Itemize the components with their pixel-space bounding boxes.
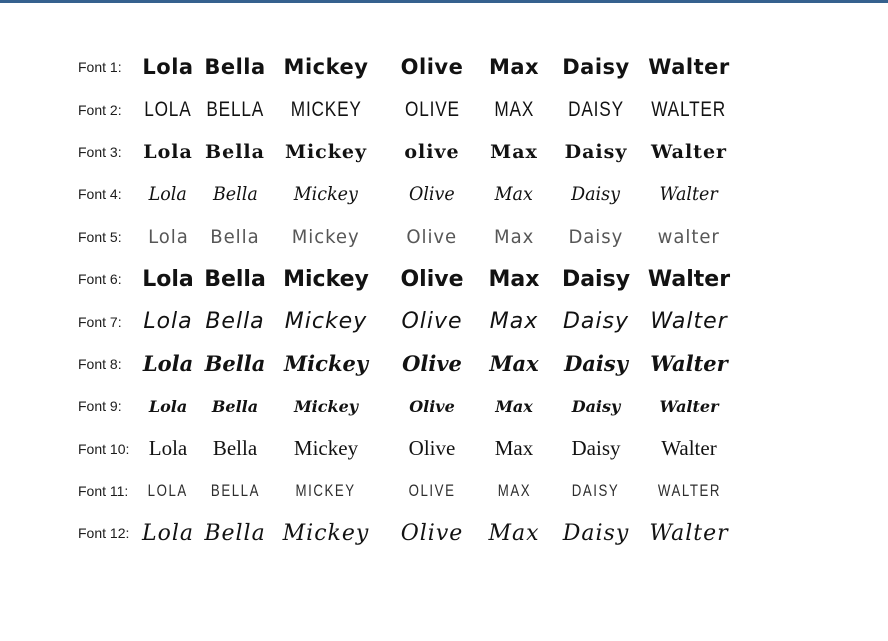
font-sample-name xyxy=(542,521,650,546)
font-sample-text: Bella xyxy=(212,183,258,206)
font-sample-name xyxy=(650,183,728,205)
font-row-label: Font 1: xyxy=(78,59,122,76)
font-row-label: Font 5: xyxy=(78,228,122,245)
font-sample-text: Lola xyxy=(142,351,194,377)
font-sample-text: Walter xyxy=(649,520,729,546)
font-sample-text: Lola xyxy=(148,436,188,461)
font-sample-text: Bella xyxy=(211,396,259,416)
font-sample-text: Mickey xyxy=(293,436,359,461)
font-sample-name xyxy=(486,98,542,122)
font-sample-name xyxy=(274,226,378,248)
font-sample-name xyxy=(378,481,486,501)
font-row xyxy=(78,173,728,215)
font-sample-text: Mickey xyxy=(282,520,370,546)
font-sample-name xyxy=(274,481,378,501)
font-sample-text: Daisy xyxy=(562,520,630,546)
font-sample-name xyxy=(486,436,542,461)
font-sample-text: Olive xyxy=(401,309,463,335)
font-sample-name xyxy=(196,436,274,461)
font-sample-name xyxy=(650,226,728,248)
font-sample-name xyxy=(196,397,274,416)
font-sample-text: Olive xyxy=(406,225,458,248)
font-sample-name xyxy=(486,481,542,501)
font-sample-name xyxy=(196,55,274,79)
font-sample-text: Max xyxy=(488,266,540,292)
font-sample-name xyxy=(378,267,486,292)
font-row xyxy=(78,470,728,512)
font-sample-name xyxy=(378,98,486,122)
font-sample-name xyxy=(140,141,196,163)
font-sample-name xyxy=(140,481,196,501)
font-sample-name xyxy=(274,397,378,416)
top-border-line xyxy=(0,0,888,3)
font-row-label: Font 2: xyxy=(78,101,122,118)
font-sample-name xyxy=(196,226,274,248)
font-sample-text: Lola xyxy=(143,309,193,335)
font-sample-text: Max xyxy=(493,225,535,248)
font-sample-name xyxy=(542,351,650,376)
font-sample-text: Mickey xyxy=(283,55,369,80)
font-sample-name xyxy=(542,309,650,334)
font-sample-name xyxy=(196,309,274,334)
font-sample-text: Lola xyxy=(141,520,194,546)
font-sample-name xyxy=(196,481,274,501)
font-sample-text: Mickey xyxy=(283,266,369,292)
font-sample-name xyxy=(196,183,274,205)
font-row-label: Font 12: xyxy=(78,525,130,542)
font-sample-name xyxy=(196,267,274,292)
font-sample-text: Daisy xyxy=(568,225,624,248)
font-sample-text: Lola xyxy=(143,140,193,163)
font-sample-text: Daisy xyxy=(571,183,621,206)
font-sample-name xyxy=(140,397,196,416)
font-sample-text: BELLA xyxy=(206,97,264,121)
font-row-label: Font 3: xyxy=(78,143,122,160)
font-sample-text: Mickey xyxy=(284,309,368,335)
font-sample-name xyxy=(542,481,650,501)
font-sample-name xyxy=(486,309,542,334)
font-row xyxy=(78,385,728,427)
font-row-label: Font 9: xyxy=(78,398,122,415)
font-row-label: Font 7: xyxy=(78,313,122,330)
font-sample-text: MICKEY xyxy=(295,481,357,501)
font-row-label: Font 6: xyxy=(78,271,122,288)
font-sample-name xyxy=(378,436,486,461)
font-sample-name xyxy=(650,351,728,376)
font-sample-name xyxy=(274,183,378,205)
font-sample-text: Walter xyxy=(650,140,728,163)
font-sample-text: Lola xyxy=(142,266,194,292)
font-row xyxy=(78,512,728,554)
font-sample-name xyxy=(274,267,378,292)
font-sample-text: Daisy xyxy=(562,309,629,335)
font-sample-text: Daisy xyxy=(564,351,628,377)
font-sample-text: Max xyxy=(490,140,538,163)
font-sample-name xyxy=(650,481,728,501)
font-sample-name xyxy=(650,309,728,334)
font-sample-text: Daisy xyxy=(561,266,631,292)
font-sample-name xyxy=(542,141,650,163)
font-row xyxy=(78,46,728,88)
font-sample-name xyxy=(486,226,542,248)
font-sample-text: LOLA xyxy=(144,97,192,121)
font-sample-name xyxy=(542,397,650,416)
font-sample-text: BELLA xyxy=(210,481,260,501)
font-sample-name xyxy=(140,226,196,248)
font-sample-name xyxy=(542,98,650,122)
font-sample-name xyxy=(378,397,486,416)
font-sample-text: walter xyxy=(657,225,721,248)
font-sample-text: Max xyxy=(495,396,533,416)
font-sample-text: Walter xyxy=(650,309,728,335)
font-sample-text: MICKEY xyxy=(290,97,362,121)
font-sample-name xyxy=(542,226,650,248)
font-sample-text: Max xyxy=(489,309,539,335)
font-row-label: Font 10: xyxy=(78,440,130,457)
font-sample-name xyxy=(140,436,196,461)
font-row xyxy=(78,131,728,173)
font-row-label: Font 4: xyxy=(78,186,122,203)
font-sample-name xyxy=(378,521,486,546)
font-sample-text: Olive xyxy=(400,55,464,80)
font-row xyxy=(78,343,728,385)
font-sample-name xyxy=(486,141,542,163)
font-row xyxy=(78,216,728,258)
font-sample-text: Bella xyxy=(204,266,266,292)
font-sample-text: Mickey xyxy=(283,351,369,377)
font-sample-text: Lola xyxy=(142,55,194,80)
font-sample-name xyxy=(486,183,542,205)
font-sample-text: DAISY xyxy=(568,97,624,121)
font-sample-name xyxy=(647,266,731,292)
font-sample-text: Lola xyxy=(148,183,188,206)
font-sample-name xyxy=(378,141,486,163)
font-sample-text: MAX xyxy=(497,481,531,501)
font-sample-text: WALTER xyxy=(657,481,721,501)
font-sample-name xyxy=(650,397,728,416)
font-sample-text: Mickey xyxy=(284,140,368,163)
font-sample-name xyxy=(650,436,728,461)
font-sample-text: Lola xyxy=(147,225,189,248)
font-row xyxy=(78,428,728,470)
font-sample-text: Bella xyxy=(212,436,258,461)
font-sample-text: Olive xyxy=(409,183,455,206)
font-sample-text: WALTER xyxy=(651,97,727,121)
font-sample-name xyxy=(196,98,274,122)
font-sample-text: Mickey xyxy=(293,396,359,416)
font-sample-text: Daisy xyxy=(571,436,621,461)
font-sample-name xyxy=(486,521,542,546)
font-sample-text: Max xyxy=(488,55,540,80)
font-sample-name xyxy=(274,436,378,461)
font-sample-name xyxy=(196,521,274,546)
font-sample-name xyxy=(196,141,274,163)
font-sample-name xyxy=(378,183,486,205)
font-sample-name xyxy=(542,267,650,292)
font-chart xyxy=(78,46,731,555)
font-sample-name xyxy=(140,183,196,205)
font-sample-text: Olive xyxy=(402,351,462,377)
font-sample-text: Max xyxy=(488,520,540,546)
font-sample-name xyxy=(542,55,650,79)
font-sample-text: Mickey xyxy=(293,183,359,206)
font-sample-text: Max xyxy=(489,351,539,377)
font-sample-name xyxy=(274,55,378,79)
font-sample-name xyxy=(650,141,728,163)
font-sample-text: Walter xyxy=(661,436,717,461)
font-sample-name xyxy=(140,521,196,546)
font-sample-text: Bella xyxy=(205,309,265,335)
font-sample-name xyxy=(274,521,378,546)
font-row-label: Font 11: xyxy=(78,483,129,500)
font-sample-text: MAX xyxy=(494,97,534,121)
font-sample-text: Olive xyxy=(409,396,455,416)
font-sample-name xyxy=(650,55,728,79)
font-sample-name xyxy=(378,226,486,248)
font-sample-name xyxy=(140,98,196,122)
font-sample-text: OLIVE xyxy=(408,481,456,501)
font-sample-text: Walter xyxy=(648,55,730,80)
font-sample-text: Bella xyxy=(205,140,265,163)
font-sample-text: Lola xyxy=(148,396,188,416)
font-sample-text: Walter xyxy=(650,351,728,377)
font-sample-name xyxy=(378,309,486,334)
font-sample-name xyxy=(274,98,378,122)
font-sample-text: Bella xyxy=(204,55,266,80)
font-sample-name xyxy=(140,55,196,79)
font-sample-name xyxy=(486,55,542,79)
font-sample-text: Mickey xyxy=(292,225,360,248)
font-sample-text: Walter xyxy=(659,396,719,416)
font-sample-text: Daisy xyxy=(564,140,628,163)
font-sample-text: Walter xyxy=(659,183,719,206)
font-sample-text: Olive xyxy=(408,436,456,461)
font-sample-name xyxy=(542,436,650,461)
font-sample-name xyxy=(650,98,728,122)
font-sample-name xyxy=(486,267,542,292)
font-sample-text: Bella xyxy=(210,225,260,248)
font-sample-text: Daisy xyxy=(562,55,630,80)
font-row-label: Font 8: xyxy=(78,355,122,372)
font-sample-name xyxy=(542,183,650,205)
font-sample-name xyxy=(274,309,378,334)
font-sample-name xyxy=(140,267,196,292)
font-sample-name xyxy=(274,141,378,163)
font-sample-text: LOLA xyxy=(147,481,189,501)
font-sample-name xyxy=(140,351,196,376)
font-sample-text: Bella xyxy=(204,351,266,377)
font-sample-name xyxy=(378,351,486,376)
font-sample-name xyxy=(196,351,274,376)
font-sample-text: Olive xyxy=(400,266,464,292)
font-sample-name xyxy=(486,397,542,416)
font-sample-name xyxy=(274,351,378,376)
font-sample-text: Walter xyxy=(647,266,731,292)
font-row xyxy=(78,300,728,342)
font-sample-text: Max xyxy=(494,436,534,461)
font-sample-text: Olive xyxy=(400,520,464,546)
font-sample-name xyxy=(650,521,728,546)
font-row xyxy=(78,88,728,130)
font-sample-text: Max xyxy=(494,183,534,206)
font-sample-text: DAISY xyxy=(572,481,620,501)
font-row xyxy=(78,258,731,300)
font-sample-name xyxy=(378,55,486,79)
font-sample-text: Daisy xyxy=(571,396,621,416)
font-sample-text: OLIVE xyxy=(404,97,460,121)
font-sample-text: Bella xyxy=(204,520,266,546)
font-sample-name xyxy=(140,309,196,334)
font-sample-text: olive xyxy=(404,140,460,163)
font-sample-name xyxy=(486,351,542,376)
